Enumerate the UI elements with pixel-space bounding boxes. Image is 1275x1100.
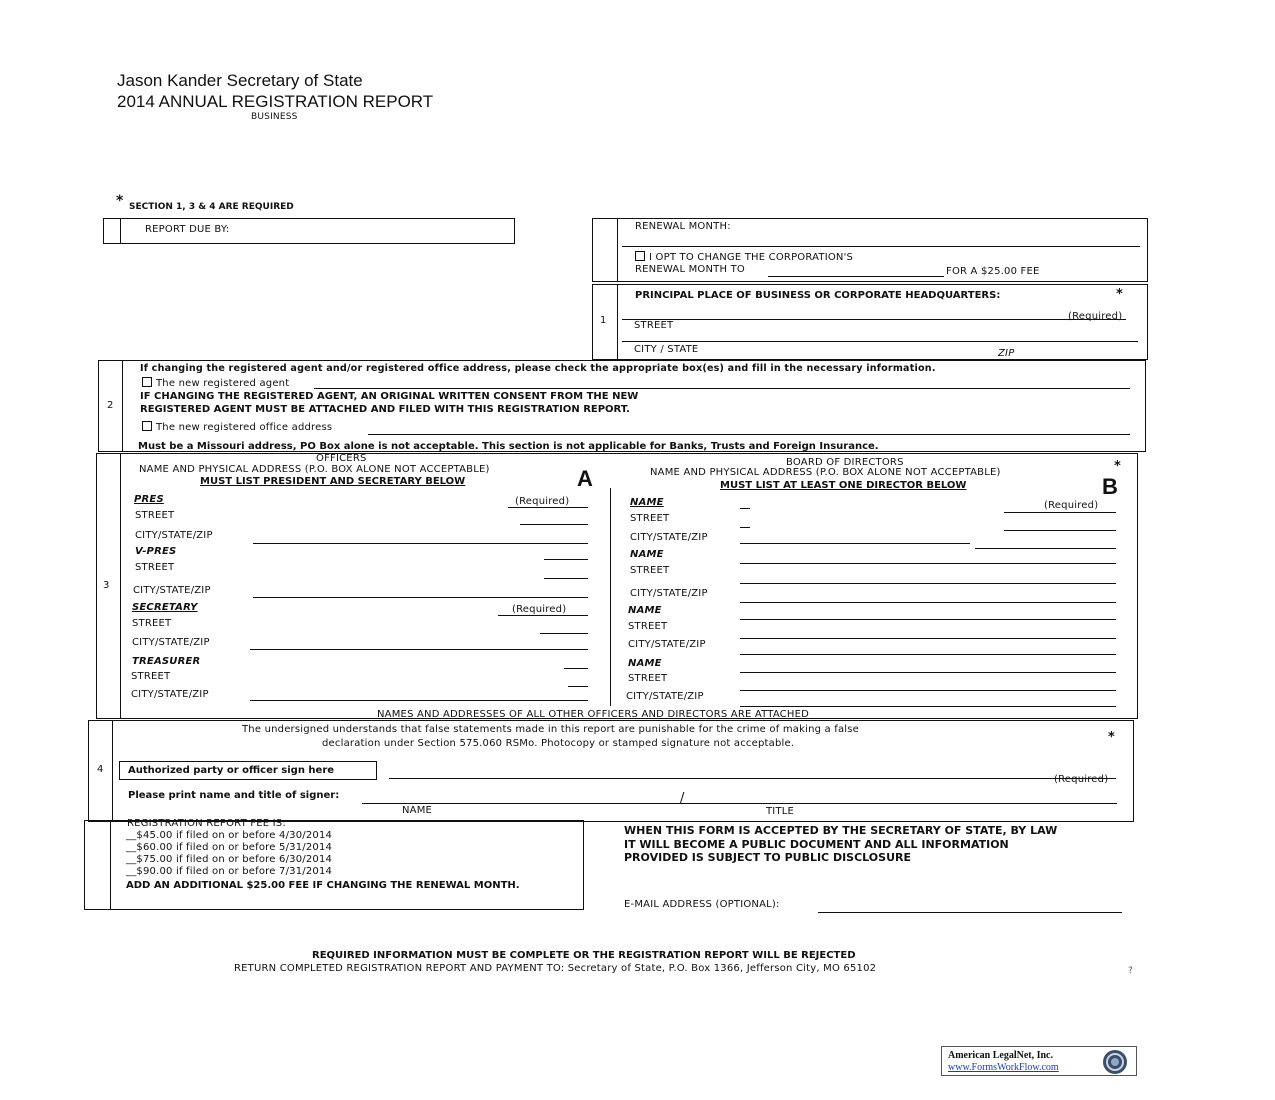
print-name-label: Please print name and title of signer:: [128, 790, 340, 801]
agent-consent-line1: IF CHANGING THE REGISTERED AGENT, AN ORIGINAL WRITTEN CONSENT FROM THE NEW: [140, 391, 639, 402]
section1-street-label: STREET: [634, 320, 674, 331]
section2-divider: [122, 360, 123, 452]
new-renewal-month-field[interactable]: [768, 264, 944, 277]
section1-title: PRINCIPAL PLACE OF BUSINESS OR CORPORATE HEADQUARTERS:: [635, 290, 1001, 301]
officer-role-treasurer: TREASURER: [132, 656, 201, 667]
director4-name-field[interactable]: [740, 672, 1116, 673]
pres-street-field[interactable]: [520, 524, 588, 525]
directors-title: BOARD OF DIRECTORS: [786, 457, 904, 468]
section4-number: 4: [97, 764, 104, 775]
treasurer-street-field[interactable]: [568, 686, 588, 687]
officer-role-secretary: SECRETARY: [132, 602, 198, 613]
secretary-city-label: CITY/STATE/ZIP: [132, 637, 210, 648]
email-field[interactable]: [818, 912, 1122, 913]
fee-additional-note: ADD AN ADDITIONAL $25.00 FEE IF CHANGING THE RENEWAL MONTH.: [126, 880, 520, 891]
name-title-separator: /: [680, 791, 685, 806]
director2-city-field[interactable]: [740, 602, 1116, 603]
director3-city-field[interactable]: [740, 654, 1116, 655]
director1-city-field[interactable]: [740, 543, 970, 544]
director1-zip-field[interactable]: [975, 548, 1116, 549]
new-office-checkbox[interactable]: [142, 421, 152, 431]
officers-subtitle: NAME AND PHYSICAL ADDRESS (P.O. BOX ALONE NOT ACCEPTABLE): [139, 464, 490, 475]
fee-item-4[interactable]: __$90.00 if filed on or before 7/31/2014: [126, 866, 333, 877]
section2-number: 2: [107, 400, 114, 411]
officer-role-vpres: V-PRES: [135, 546, 177, 557]
secretary-city-field[interactable]: [250, 649, 588, 650]
section1-city-label: CITY / STATE: [634, 344, 699, 355]
section1-line1: [622, 319, 1126, 320]
director1-city-label: CITY/STATE/ZIP: [630, 532, 708, 543]
false-statement-line1: The undersigned understands that false statements made in this report are punishable for the crime of making a false: [242, 724, 860, 735]
directors-must-list: MUST LIST AT LEAST ONE DIRECTOR BELOW: [720, 480, 967, 491]
pres-city-field[interactable]: [253, 543, 588, 544]
section2-intro: If changing the registered agent and/or registered office address, please check the appropriate box(es) and fill in the necessary information.: [140, 363, 936, 374]
renewal-opt-text: I OPT TO CHANGE THE CORPORATION'S: [649, 252, 854, 263]
director3-name-label: NAME: [628, 605, 662, 616]
section1-asterisk: *: [1116, 287, 1123, 302]
vpres-name-field[interactable]: [544, 559, 588, 560]
new-office-field[interactable]: [368, 434, 1130, 435]
section1-street-field[interactable]: [622, 341, 1138, 342]
officers-title: OFFICERS: [316, 453, 367, 464]
footer-mark: ?: [1128, 966, 1133, 976]
section3-center-divider: [610, 488, 611, 706]
email-label: E-MAIL ADDRESS (OPTIONAL):: [624, 899, 780, 910]
director3-name-field[interactable]: [740, 619, 1116, 620]
secretary-required: (Required): [512, 604, 567, 615]
sign-here-label: Authorized party or officer sign here: [128, 765, 335, 776]
fees-divider: [110, 820, 111, 910]
director1-required: (Required): [1044, 500, 1099, 511]
renewal-month-field[interactable]: [622, 246, 1140, 247]
public-notice-line1: WHEN THIS FORM IS ACCEPTED BY THE SECRETARY OF STATE, BY LAW: [624, 824, 1058, 837]
section3-divider: [120, 453, 121, 719]
director1-name-label: NAME: [630, 497, 664, 508]
treasurer-city-label: CITY/STATE/ZIP: [131, 689, 209, 700]
renewal-change-checkbox[interactable]: [635, 251, 645, 261]
new-office-label: The new registered office address: [156, 422, 333, 433]
director3-street-field[interactable]: [740, 638, 1116, 639]
director4-name-label: NAME: [628, 658, 662, 669]
director4-city-label: CITY/STATE/ZIP: [626, 691, 704, 702]
director1-name-tick: [740, 508, 750, 509]
director4-street-field[interactable]: [740, 690, 1116, 691]
vpres-street-label: STREET: [135, 562, 175, 573]
section1-divider: [617, 284, 618, 360]
logo-company-name: American LegalNet, Inc.: [948, 1050, 1053, 1061]
renewal-month-label: RENEWAL MONTH:: [635, 221, 731, 232]
director2-street-label: STREET: [630, 565, 670, 576]
form-title: 2014 ANNUAL REGISTRATION REPORT: [117, 92, 434, 111]
director4-street-label: STREET: [628, 673, 668, 684]
others-attached-note: NAMES AND ADDRESSES OF ALL OTHER OFFICERS AND DIRECTORS ARE ATTACHED: [377, 709, 810, 720]
treasurer-city-field[interactable]: [250, 700, 588, 701]
director3-city-label: CITY/STATE/ZIP: [628, 639, 706, 650]
required-sections-note: SECTION 1, 3 & 4 ARE REQUIRED: [129, 202, 294, 212]
director1-name-field[interactable]: [1004, 512, 1116, 513]
officers-letter: A: [577, 466, 593, 491]
directors-letter: B: [1102, 474, 1118, 499]
footer-required-note: REQUIRED INFORMATION MUST BE COMPLETE OR THE REGISTRATION REPORT WILL BE REJECTED: [312, 950, 856, 961]
form-subtitle: BUSINESS: [251, 112, 298, 122]
signature-field[interactable]: [389, 778, 1116, 779]
false-statement-line2: declaration under Section 575.060 RSMo. Photocopy or stamped signature not acceptable.: [322, 738, 795, 749]
print-name-sublabel: NAME: [402, 805, 433, 816]
agent-consent-line2: REGISTERED AGENT MUST BE ATTACHED AND FILED WITH THIS REGISTRATION REPORT.: [140, 404, 630, 415]
new-agent-row: [142, 377, 289, 389]
renewal-opt-line1: [635, 251, 853, 263]
directors-subtitle: NAME AND PHYSICAL ADDRESS (P.O. BOX ALONE NOT ACCEPTABLE): [650, 467, 1001, 478]
new-agent-label: The new registered agent: [156, 378, 290, 389]
fee-item-3[interactable]: __$75.00 if filed on or before 6/30/2014: [126, 854, 333, 865]
director2-name-label: NAME: [630, 549, 664, 560]
report-due-divider: [120, 218, 121, 244]
public-notice-line3: PROVIDED IS SUBJECT TO PUBLIC DISCLOSURE: [624, 851, 911, 864]
vpres-street-field[interactable]: [544, 578, 588, 579]
director1-street-tick: [740, 527, 750, 528]
signature-required: (Required): [1054, 774, 1109, 785]
vpres-city-label: CITY/STATE/ZIP: [133, 585, 211, 596]
secretary-street-field[interactable]: [540, 633, 588, 634]
required-asterisk: *: [116, 193, 124, 209]
agency-title: Jason Kander Secretary of State: [117, 71, 363, 90]
pres-city-label: CITY/STATE/ZIP: [135, 530, 213, 541]
director2-name-field[interactable]: [740, 563, 1116, 564]
section3-box: [96, 453, 1138, 719]
pres-name-field[interactable]: [508, 507, 588, 508]
new-agent-field[interactable]: [314, 388, 1130, 389]
director1-street-label: STREET: [630, 513, 670, 524]
treasurer-street-label: STREET: [131, 671, 171, 682]
director3-street-label: STREET: [628, 621, 668, 632]
new-agent-checkbox[interactable]: [142, 377, 152, 387]
treasurer-name-field[interactable]: [564, 668, 588, 669]
section4-divider: [112, 720, 113, 822]
renewal-opt-line2: RENEWAL MONTH TO: [635, 264, 745, 275]
missouri-address-note: Must be a Missouri address, PO Box alone is not acceptable. This section is not applicable for Banks, Trusts and Foreign Insurance.: [138, 441, 879, 452]
print-title-sublabel: TITLE: [766, 806, 795, 817]
officers-must-list: MUST LIST PRESIDENT AND SECRETARY BELOW: [200, 476, 466, 487]
renewal-divider: [617, 218, 618, 282]
fee-item-1[interactable]: __$45.00 if filed on or before 4/30/2014: [126, 830, 333, 841]
public-notice-line2: IT WILL BECOME A PUBLIC DOCUMENT AND ALL INFORMATION: [624, 838, 1009, 851]
globe-icon: [1100, 1048, 1130, 1076]
secretary-name-field[interactable]: [498, 615, 588, 616]
officer-role-pres: PRES: [134, 494, 164, 505]
fees-title: REGISTRATION REPORT FEE IS:: [127, 818, 286, 829]
new-office-row: [142, 421, 332, 433]
secretary-street-label: STREET: [132, 618, 172, 629]
director2-city-label: CITY/STATE/ZIP: [630, 588, 708, 599]
director4-city-field[interactable]: [740, 706, 1116, 707]
american-legalnet-logo[interactable]: [941, 1046, 1137, 1076]
pres-required: (Required): [515, 496, 570, 507]
report-due-label: REPORT DUE BY:: [145, 224, 230, 235]
director2-street-field[interactable]: [740, 583, 1116, 584]
fee-item-2[interactable]: __$60.00 if filed on or before 5/31/2014: [126, 842, 333, 853]
renewal-fee: FOR A $25.00 FEE: [946, 266, 1040, 277]
section3-number: 3: [103, 580, 110, 591]
section1-number: 1: [600, 315, 607, 326]
section1-required: (Required): [1068, 311, 1123, 322]
vpres-city-field[interactable]: [253, 597, 588, 598]
footer-return-address: RETURN COMPLETED REGISTRATION REPORT AND PAYMENT TO: Secretary of State, P.O. Box 1366, Jefferson City, MO 65102: [234, 963, 877, 974]
print-name-field[interactable]: [362, 803, 1117, 804]
pres-street-label: STREET: [135, 510, 175, 521]
logo-url[interactable]: www.FormsWorkFlow.com: [948, 1062, 1059, 1073]
section4-asterisk: *: [1108, 730, 1115, 745]
directors-asterisk: *: [1114, 459, 1121, 474]
director1-street-field[interactable]: [1004, 530, 1116, 531]
section1-zip-label: ZIP: [998, 348, 1015, 359]
